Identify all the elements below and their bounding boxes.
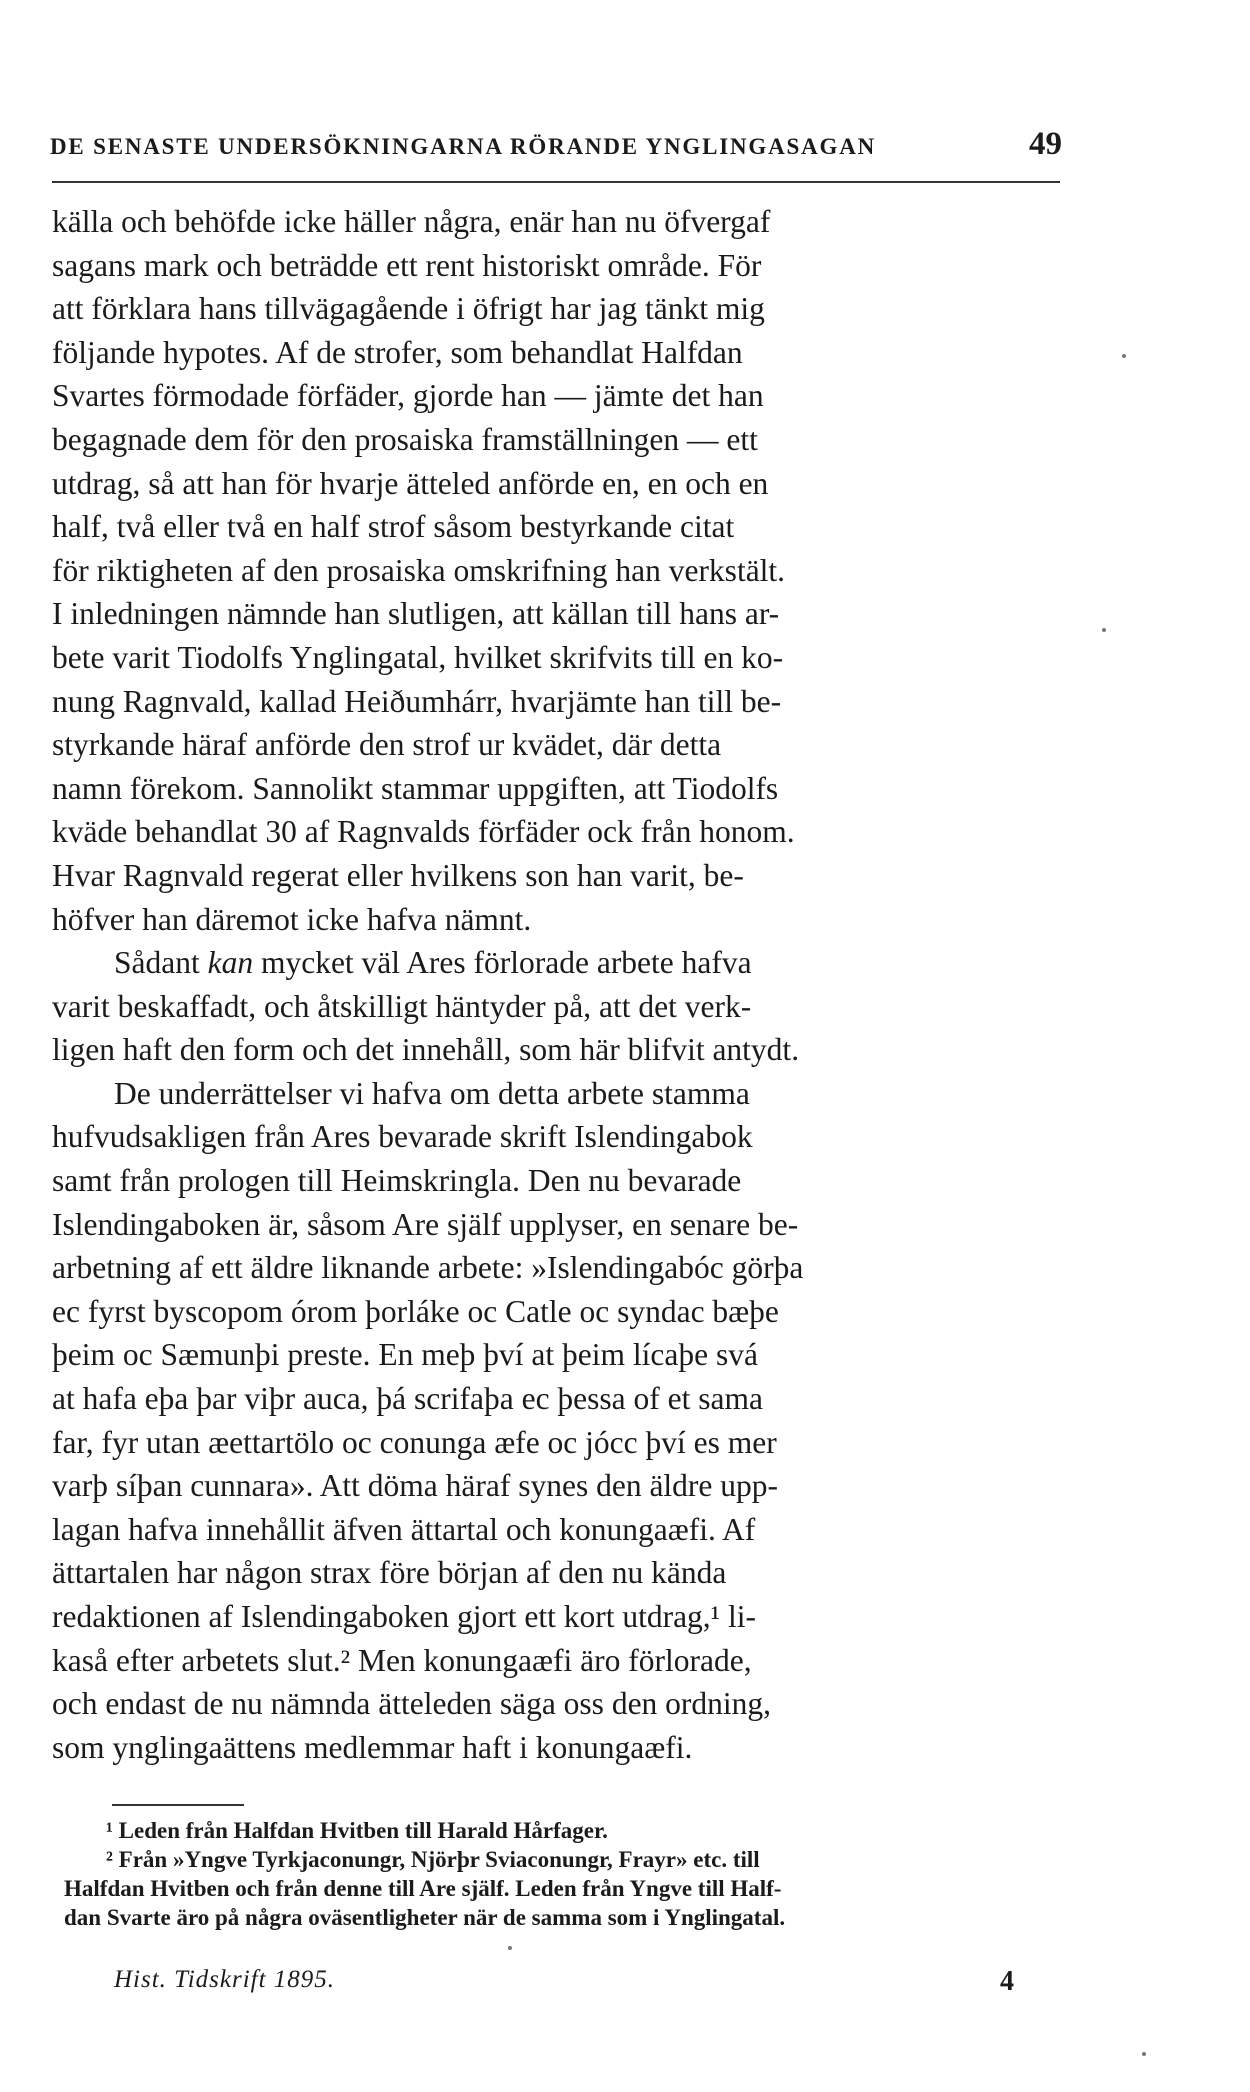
- main-text: [52, 200, 1060, 1769]
- text-line: at hafa eþa þar viþr auca, þá scrifaþa ec þessa of et sama: [52, 1381, 763, 1417]
- footnote-2: ² Från »Yngve Tyrkjaconungr, Njörþr Sviaconungr, Frayr» etc. till: [106, 1847, 760, 1872]
- text-line: källa och behöfde icke häller några, enär han nu öfvergaf: [52, 204, 771, 239]
- text-line: lagan hafva innehållit äfven ättartal och konungaæfi. Af: [52, 1511, 756, 1547]
- text-line: redaktionen af Islendingaboken gjort ett kort utdrag,¹ li-: [52, 1599, 756, 1634]
- text-line: styrkande häraf anförde den strof ur kvädet, där detta: [52, 727, 722, 763]
- text-line: far, fyr utan æettartölo oc conunga æfe oc jócc því es mer: [52, 1424, 777, 1460]
- footnote-rule: [112, 1804, 244, 1806]
- text-line: bete varit Tiodolfs Ynglingatal, hvilket skrifvits till en ko-: [52, 639, 784, 675]
- paragraph-1: [52, 200, 1060, 941]
- text-line: arbetning af ett äldre liknande arbete: »Islendingabóc görþa: [52, 1250, 804, 1286]
- text-line: ec fyrst byscopom órom þorláke oc Catle oc syndac bæþe: [52, 1293, 779, 1329]
- text-line: I inledningen nämnde han slutligen, att källan till hans ar-: [52, 596, 780, 632]
- scan-speck: [508, 1946, 512, 1950]
- text-line: hufvudsakligen från Ares bevarade skrift Islendingabok: [52, 1119, 753, 1155]
- text-line: Sådant kan mycket väl Ares förlorade arbete hafva: [114, 945, 752, 981]
- scan-speck: [1142, 2052, 1146, 2056]
- text-line: þeim oc Sæmunþi preste. En meþ því at þeim lícaþe svá: [52, 1337, 758, 1373]
- text-line: som ynglingaättens medlemmar haft i konungaæfi.: [52, 1729, 693, 1765]
- text-line: Svartes förmodade förfäder, gjorde han — jämte det han: [52, 378, 764, 414]
- header-rule: [52, 181, 1060, 183]
- text-line: och endast de nu nämnda ätteleden säga oss den ordning,: [52, 1686, 772, 1722]
- text-line: varþ síþan cunnara». Att döma häraf synes den äldre upp-: [52, 1468, 779, 1504]
- page-number: 49: [1029, 126, 1062, 162]
- text-line: Hvar Ragnvald regerat eller hvilkens son han varit, be-: [52, 857, 744, 893]
- footnotes: [64, 1816, 1064, 1932]
- footnote-2-continued: dan Svarte äro på några oväsentligheter när de samma som i Ynglingatal.: [64, 1905, 786, 1930]
- footnote-1: ¹ Leden från Halfdan Hvitben till Harald Hårfager.: [106, 1818, 608, 1843]
- running-head: [50, 126, 1062, 163]
- text-line: samt från prologen till Heimskringla. Den nu bevarade: [52, 1163, 742, 1199]
- running-title: DE SENASTE UNDERSÖKNINGARNA RÖRANDE YNGLINGASAGAN: [50, 134, 877, 159]
- text-line: sagans mark och beträdde ett rent historiskt område. För: [52, 247, 762, 283]
- text-line: ättartalen har någon strax före början af den nu kända: [52, 1555, 727, 1591]
- text-line: kaså efter arbetets slut.² Men konungaæfi äro förlorade,: [52, 1642, 752, 1678]
- text-line: att förklara hans tillvägagående i öfrigt har jag tänkt mig: [52, 291, 765, 327]
- text-line: half, två eller två en half strof såsom bestyrkande citat: [52, 509, 735, 545]
- text-line: följande hypotes. Af de strofer, som behandlat Halfdan: [52, 334, 743, 370]
- text-line: för riktigheten af den prosaiska omskrifning han verkstält.: [52, 552, 786, 588]
- footnote-2-continued: Halfdan Hvitben och från denne till Are själf. Leden från Yngve till Half-: [64, 1876, 782, 1901]
- text-line: begagnade dem för den prosaiska framställningen — ett: [52, 421, 758, 457]
- scan-speck: [1102, 628, 1106, 632]
- text-line: höfver han däremot icke hafva nämnt.: [52, 901, 532, 937]
- paragraph-2: [52, 941, 1060, 1769]
- text-line: kväde behandlat 30 af Ragnvalds förfäder ock från honom.: [52, 814, 795, 850]
- printer-signature: [114, 1966, 1014, 1998]
- text-line: nung Ragnvald, kallad Heiðumhárr, hvarjämte han till be-: [52, 683, 782, 719]
- text-line: Islendingaboken är, såsom Are själf upplyser, en senare be-: [52, 1206, 799, 1242]
- text-line: namn förekom. Sannolikt stammar uppgiften, att Tiodolfs: [52, 770, 779, 806]
- scan-speck: [1122, 354, 1126, 358]
- text-line: De underrättelser vi hafva om detta arbete stamma: [114, 1075, 750, 1111]
- sheet-number: 4: [1000, 1966, 1014, 1997]
- text-line: varit beskaffadt, och åtskilligt häntyder på, att det verk-: [52, 988, 752, 1024]
- text-line: ligen haft den form och det innehåll, som här blifvit antydt.: [52, 1032, 800, 1068]
- journal-mark: Hist. Tidskrift 1895.: [114, 1966, 336, 1993]
- text-line: utdrag, så att han för hvarje ätteled anförde en, en och en: [52, 465, 769, 501]
